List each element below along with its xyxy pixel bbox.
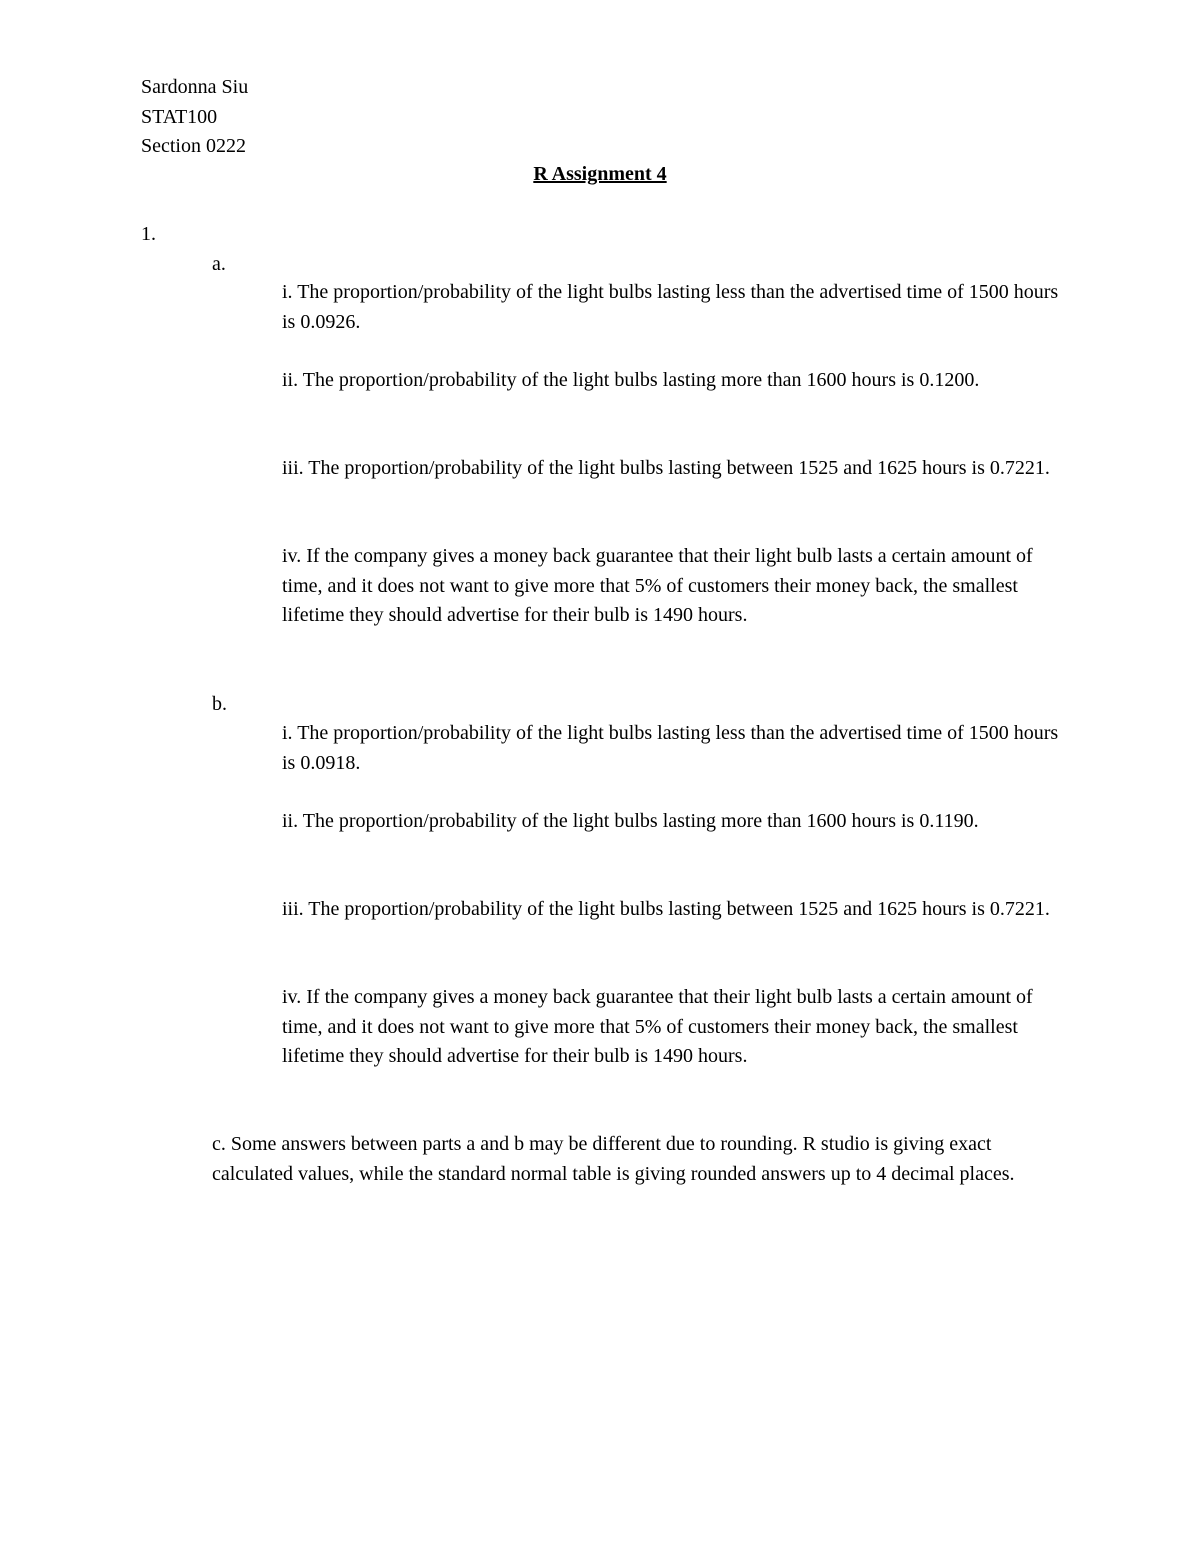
course-code: STAT100	[141, 105, 218, 128]
question-number: 1.	[141, 223, 156, 245]
part-c-conclusion: c. Some answers between parts a and b may be different due to rounding. R studio is giving exact calculated values, while the standard normal table is giving rounded answers up to 4 decimal places.	[212, 1133, 1015, 1185]
author-name: Sardonna Siu	[141, 76, 249, 98]
part-b-label: b.	[212, 693, 227, 715]
part-a-item-iv: iv. If the company gives a money back guarantee that their light bulb lasts a certain amount of time, and it does not want to give more that 5% of customers their money back, the smallest lifetime they should advertise for their bulb is 1490 hours.	[282, 545, 1033, 626]
document-header	[141, 73, 248, 162]
part-b-item-ii: ii. The proportion/probability of the light bulbs lasting more than 1600 hours is 0.1190.	[282, 810, 979, 832]
part-a-label: a.	[212, 253, 226, 275]
part-a-item-i: i. The proportion/probability of the light bulbs lasting less than the advertised time of 1500 hours is 0.0926.	[282, 281, 1059, 333]
part-b-item-iii: iii. The proportion/probability of the light bulbs lasting between 1525 and 1625 hours is 0.7221.	[282, 898, 1050, 920]
section-number: Section 0222	[141, 135, 246, 157]
part-b-item-iv: iv. If the company gives a money back guarantee that their light bulb lasts a certain amount of time, and it does not want to give more that 5% of customers their money back, the smallest lifetime they should advertise for their bulb is 1490 hours.	[282, 986, 1033, 1067]
part-a-item-ii: ii. The proportion/probability of the light bulbs lasting more than 1600 hours is 0.1200.	[282, 369, 980, 391]
part-b-item-i: i. The proportion/probability of the light bulbs lasting less than the advertised time of 1500 hours is 0.0918.	[282, 722, 1059, 774]
document-title: R Assignment 4	[533, 163, 667, 185]
part-a-item-iii: iii. The proportion/probability of the light bulbs lasting between 1525 and 1625 hours is 0.7221.	[282, 457, 1050, 479]
